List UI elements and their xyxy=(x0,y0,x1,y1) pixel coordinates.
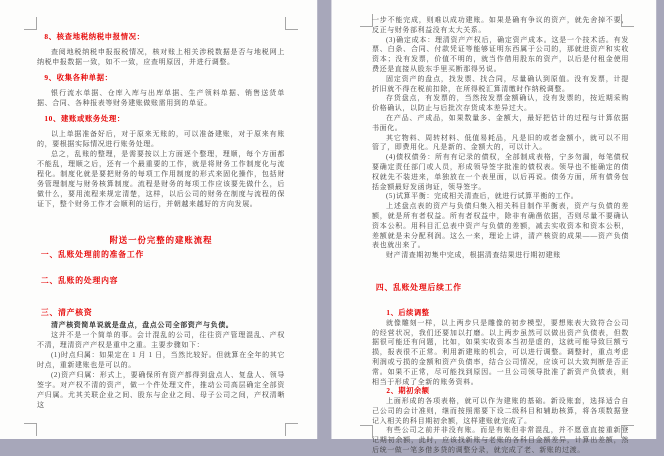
canvas-right-strip xyxy=(657,0,664,439)
document-paragraph: 就像雕刻一样，以上两步只是雕像的初步模型，要想账表大致符合公司的经营状况，我们还要加以打磨。以上两步虽然可以做出资产负债表，但数据很可能还有问题，比如，如果实收资本当初是虚的，这就可能导致巨额亏损，报表很不正常。利用新建账的机会，可以进行调整。调整时，重点考虑利润或亏损的金额和资产负债率，结合公司情况，应该可以大致判断是否正常。如果不正常，尽可能找到原因。一旦公司领导批准了新资产负债表，则相当于形成了全新的账务资料。 xyxy=(372,318,629,386)
document-heading: 8、核查地税纳税申报情况： xyxy=(44,32,145,41)
document-paragraph: (3)确定成本：理清资产产权后，确定资产成本。这是一个技术活。有发票、白条、合同、付款凭证等能够证明东西属于公司的，那就进资产和实收资本；没有发票，价值不明的，就当作借用股东的资产，以后是付租金使用费还是直接从股东手里买断那得另说。 xyxy=(372,35,629,73)
document-paragraph: 以上单据准备好后，对于原来无账的，可以准备建账，对于原来有账的，要根据实际情况进行账务处理。 xyxy=(37,130,285,148)
document-heading: 二、乱账的处理内容 xyxy=(40,276,119,285)
document-paragraph: (2)资产归属：形式上，要确保所有资产都得到盘点人、复盘人、领导签字。对产权不清的资产，做一个件处理文件，推动公司高层确定全部资产归属。尤其关联企业之间、股东与企业之间、母子公司之间，产权清晰这 xyxy=(37,371,285,409)
margin-crop-mark xyxy=(285,423,298,436)
document-paragraph: (5)试算平衡：完成相关清查后，就进行试算平衡的工作。 xyxy=(386,192,579,201)
document-heading: 四、乱账处理后续工作 xyxy=(375,282,462,292)
document-heading: 10、建账或账务处理： xyxy=(44,114,125,123)
document-paragraph: 财产清查期初集中完成，根据清查结果进行期初建账 xyxy=(386,251,561,260)
document-heading: 1、后续调整 xyxy=(386,308,430,317)
document-heading: 三、清产核资 xyxy=(40,308,93,317)
document-paragraph: 存货盘点，有发票的，当然按发票金额确认，没有发票的，按近期采购价格确认，以防止与后批次存货成本差异过大。 xyxy=(372,94,629,113)
document-paragraph: 有些公司之前并非没有账。而是有账但非常混乱，并不愿意直接重新登记期初余额，此时，应该找新账与老账的各科目金额差异，计算出差额，然后统一做一笔多借多贷的调整分录，就完成了老、新账的过渡。 xyxy=(372,426,629,455)
document-paragraph: 清产核资简单说就是盘点，盘点公司全部资产与负债。 xyxy=(51,321,234,329)
document-heading: 附送一份完整的建账流程 xyxy=(109,236,213,245)
document-paragraph: 银行流水单据、仓库入库与出库单据、生产领料单据、销售送货单据、合同、各种报表等财务建账做账需用到的单证。 xyxy=(37,89,285,107)
document-paragraph: 总之，乱账的整理，是需要按以上方面逐个整理，理顺，每个方面都不能乱，理顺之后，还有一个最重要的工作，就是将财务工作制度化与流程化。制度化就是要把财务的每项工作用制度的形式来固化操作，包括财务管理制度与财务核算制度。流程是财务的每项工作应该要先做什么，后做什么，要用流程来规定清楚，这样，以后公司的财务在制度与流程的保证下，整个财务工作才会顺利的运行，并朝越来越好的方向发展。 xyxy=(37,150,285,208)
margin-crop-mark xyxy=(24,17,37,30)
margin-crop-mark xyxy=(24,423,37,436)
document-paragraph: 上面形成的各项表格，就可以作为建账的基础。新设账套，选择适合自己公司的会计准则，继而按照需要下设二级科目和辅助核算，将各项数据登记入相关的科目期初余额，这样建账就完成了。 xyxy=(372,397,629,425)
document-paragraph: (4)债权债务：所有有记录的债权，全部制成表格，宁多勿漏，每笔债权要确定责任部门或人员，形成领导签字批准的债权表。领导也不能确定的债权就先不装进来，单独放在一个表里面，以后再说。债务方面，所有债务包括金额最好发函询证，领导签字。 xyxy=(372,153,629,191)
page-right-content xyxy=(372,16,629,456)
margin-crop-mark xyxy=(285,17,298,30)
document-paragraph: 这并不是一个简单的事。会计混乱的公司，往往资产管理混乱、产权不清，理清资产产权是重中之重。主要步骤如下： xyxy=(37,331,285,349)
document-paragraph: (1)时点归属：如果定在 1 月 1 日，当然比较好。但就算在全年的其它时点，重新建账也是可以的。 xyxy=(37,351,285,369)
document-paragraph: 固定资产的盘点，找发票、找合同，尽量确认到原值。没有发票，计提折旧就不得在税前扣除，在所得税汇算清缴时作纳税调整。 xyxy=(372,74,629,93)
document-paragraph: 上述盘点表的资产与负债归集入相关科目制作平衡表，资产与负债的差额，就是所有者权益。所有者权益中，除非有确凿依据，否则尽量不要确认资本公积。用科目汇总表中资产与负债的差额，减去实收资本和资本公积，差额就是未分配利润。这么一来，理论上讲，清产核资的成果——资产负债表也就出来了。 xyxy=(372,202,629,250)
document-paragraph: 其它物料、周转材料、低值易耗品，凡是旧的或者金额小，就可以不用管了，即费用化。凡是新的、金额大的，可以计入。 xyxy=(372,133,629,152)
document-paragraph: 查阅地税纳税申报报税情况，核对账上相关涉税数据是否与地税网上纳税申报数据一致，如不一致，应查明原因，并进行调整。 xyxy=(37,48,285,66)
document-heading: 9、收集各种单据： xyxy=(44,73,113,82)
document-page-right[interactable] xyxy=(331,0,658,455)
page-gap xyxy=(318,0,331,439)
document-heading: 一、乱账处理前的准备工作 xyxy=(40,250,145,259)
document-paragraph: 在产品、产成品，如果数量多、金额大，最好把估计的过程与计算依据书面化。 xyxy=(372,113,629,132)
document-paragraph: 一步不能完成，则难以成功建账。如果是确有争议的资产，就先舍掉不要，反正与财务部利益没有太大关系。 xyxy=(372,16,629,34)
document-page-left[interactable] xyxy=(0,0,319,439)
document-heading: 2、期初余额 xyxy=(386,387,430,396)
page-left-content xyxy=(37,26,285,410)
